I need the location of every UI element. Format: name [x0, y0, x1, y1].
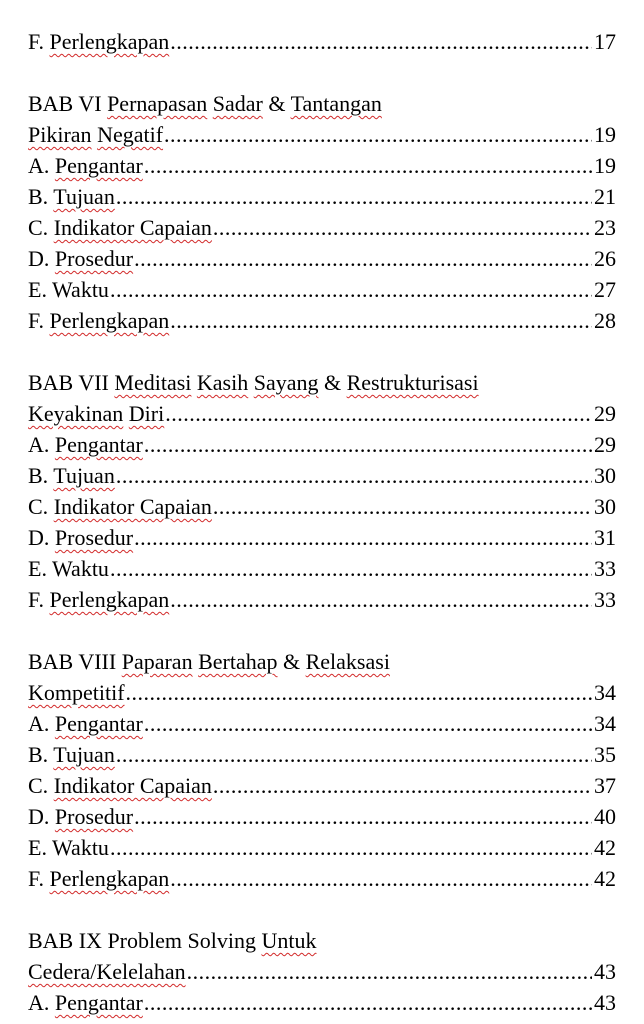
entry-label: Perlengkapan [49, 866, 170, 891]
title-part: BAB VII [28, 370, 115, 395]
entry-prefix: F. [28, 308, 50, 333]
title-part: Meditasi [114, 370, 192, 395]
dot-leader [213, 770, 592, 801]
entry-page-number: 31 [594, 525, 616, 550]
toc-entry [28, 26, 616, 57]
entry-label: Indikator Capaian [53, 494, 212, 519]
title-part: Kompetitif [28, 680, 125, 705]
dot-leader [144, 429, 592, 460]
title-part: Sadar [212, 91, 263, 116]
entry-prefix: B. [28, 463, 54, 488]
chapter-title-text [28, 677, 125, 708]
entry-label: Indikator Capaian [53, 773, 212, 798]
chapter-title-text [28, 119, 163, 150]
toc-entry [28, 987, 616, 1018]
entry-prefix: E. [28, 835, 53, 860]
entry-text [28, 243, 133, 274]
entry-prefix: A. [28, 990, 55, 1015]
entry-label: Perlengkapan [49, 29, 170, 54]
entry-label: Tujuan [53, 463, 115, 488]
dot-leader [144, 708, 592, 739]
entry-text [28, 212, 212, 243]
dot-leader [134, 243, 592, 274]
dot-leader [170, 584, 592, 615]
entry-label: Prosedur [54, 804, 134, 829]
entry-prefix: B. [28, 742, 54, 767]
entry-label: Prosedur [54, 246, 134, 271]
entry-page-number: 37 [594, 773, 616, 798]
title-part: Keyakinan [28, 401, 124, 426]
title-part: Restrukturisasi [346, 370, 479, 395]
title-part: Pikiran [28, 122, 92, 147]
title-part: Kasih [196, 370, 249, 395]
entry-prefix: F. [28, 866, 50, 891]
title-part: & [262, 91, 291, 116]
entry-text [28, 739, 115, 770]
entry-prefix: D. [28, 525, 55, 550]
entry-label: Prosedur [54, 525, 134, 550]
toc-entry [28, 739, 616, 770]
entry-prefix: C. [28, 773, 54, 798]
entry-text [28, 460, 115, 491]
title-part: Relaksasi [305, 649, 390, 674]
dot-leader [116, 460, 592, 491]
chapter-page-number: 19 [594, 122, 616, 147]
entry-page-number: 33 [594, 587, 616, 612]
entry-label: Tujuan [53, 742, 115, 767]
entry-label: Waktu [52, 835, 109, 860]
entry-text [28, 832, 109, 863]
toc-entry [28, 491, 616, 522]
entry-label: Indikator Capaian [53, 215, 212, 240]
entry-prefix: D. [28, 804, 55, 829]
chapter-title [28, 646, 616, 677]
chapter-title-continuation [28, 677, 616, 708]
dot-leader [134, 801, 592, 832]
toc-entry [28, 832, 616, 863]
toc-entry [28, 801, 616, 832]
chapter-page-number: 43 [594, 959, 616, 984]
toc-entry [28, 863, 616, 894]
entry-label: Pengantar [54, 153, 143, 178]
entry-page-number: 30 [594, 494, 616, 519]
title-part: Negatif [97, 122, 164, 147]
dot-leader [165, 398, 592, 429]
entry-text [28, 708, 143, 739]
entry-page-number: 40 [594, 804, 616, 829]
title-part: Paparan [121, 649, 193, 674]
entry-prefix: C. [28, 494, 54, 519]
entry-prefix: F. [28, 29, 50, 54]
section-spacer [28, 336, 616, 367]
entry-page-number: 17 [594, 29, 616, 54]
toc-entry [28, 553, 616, 584]
table-of-contents [28, 26, 616, 1018]
entry-prefix: A. [28, 153, 55, 178]
chapter-page-number: 34 [594, 680, 616, 705]
entry-prefix: E. [28, 556, 53, 581]
entry-text [28, 553, 109, 584]
entry-label: Perlengkapan [49, 308, 170, 333]
dot-leader [110, 832, 592, 863]
entry-label: Pengantar [54, 990, 143, 1015]
toc-entry [28, 243, 616, 274]
toc-entry [28, 212, 616, 243]
entry-text [28, 801, 133, 832]
section-spacer [28, 615, 616, 646]
title-part: Tantangan [290, 91, 382, 116]
dot-leader [110, 553, 592, 584]
title-part: Untuk [261, 928, 317, 953]
dot-leader [164, 119, 592, 150]
chapter-list [28, 57, 616, 1018]
entry-page-number: 35 [594, 742, 616, 767]
entry-label: Perlengkapan [49, 587, 170, 612]
title-part: BAB VIII [28, 649, 122, 674]
entry-label: Tujuan [53, 184, 115, 209]
entry-prefix: A. [28, 432, 55, 457]
toc-entry [28, 584, 616, 615]
entry-prefix: D. [28, 246, 55, 271]
entry-text [28, 429, 143, 460]
entry-prefix: C. [28, 215, 54, 240]
entry-page-number: 23 [594, 215, 616, 240]
dot-leader [170, 863, 592, 894]
chapter-title [28, 925, 616, 956]
entry-text [28, 770, 212, 801]
toc-entry [28, 460, 616, 491]
dot-leader [110, 274, 592, 305]
entry-text [28, 987, 143, 1018]
dot-leader [170, 305, 592, 336]
chapter-title-continuation [28, 398, 616, 429]
entry-text [28, 274, 109, 305]
entry-prefix: B. [28, 184, 54, 209]
entry-label: Waktu [52, 556, 109, 581]
entry-prefix: A. [28, 711, 55, 736]
dot-leader [116, 181, 592, 212]
toc-entry [28, 429, 616, 460]
entry-page-number: 42 [594, 835, 616, 860]
entry-text [28, 150, 143, 181]
entry-label: Waktu [52, 277, 109, 302]
dot-leader [126, 677, 592, 708]
entry-text [28, 305, 169, 336]
entry-page-number: 28 [594, 308, 616, 333]
chapter-title [28, 367, 616, 398]
entry-prefix: F. [28, 587, 50, 612]
chapter-page-number: 29 [594, 401, 616, 426]
entry-label: Pengantar [54, 711, 143, 736]
entry-text [28, 491, 212, 522]
dot-leader [144, 150, 592, 181]
dot-leader [170, 26, 592, 57]
title-part: BAB IX Problem Solving [28, 928, 262, 953]
entry-page-number: 43 [594, 990, 616, 1015]
entry-text [28, 863, 169, 894]
toc-entry [28, 522, 616, 553]
title-part: Pernapasan [107, 91, 208, 116]
dot-leader [213, 491, 592, 522]
entry-text [28, 522, 133, 553]
entry-text [28, 181, 115, 212]
chapter-title-text [28, 956, 186, 987]
toc-entry [28, 305, 616, 336]
entry-page-number: 34 [594, 711, 616, 736]
toc-entry [28, 708, 616, 739]
dot-leader [187, 956, 592, 987]
toc-entry [28, 150, 616, 181]
entry-page-number: 29 [594, 432, 616, 457]
entry-page-number: 27 [594, 277, 616, 302]
entry-page-number: 42 [594, 866, 616, 891]
title-part: Bertahap [198, 649, 278, 674]
toc-entry [28, 770, 616, 801]
entry-page-number: 26 [594, 246, 616, 271]
entry-label: Pengantar [54, 432, 143, 457]
entry-page-number: 19 [594, 153, 616, 178]
title-part: Sayang [253, 370, 319, 395]
entry-page-number: 33 [594, 556, 616, 581]
title-part: & [318, 370, 347, 395]
chapter-title-text [28, 398, 164, 429]
dot-leader [134, 522, 592, 553]
entry-page-number: 30 [594, 463, 616, 488]
chapter-title-continuation [28, 956, 616, 987]
section-spacer [28, 57, 616, 88]
entry-page-number: 21 [594, 184, 616, 209]
title-part: Cedera/Kelelahan [28, 959, 186, 984]
section-spacer [28, 894, 616, 925]
chapter-title-continuation [28, 119, 616, 150]
chapter-title [28, 88, 616, 119]
dot-leader [116, 739, 592, 770]
entry-prefix: E. [28, 277, 53, 302]
toc-entry [28, 274, 616, 305]
title-part: BAB VI [28, 91, 108, 116]
dot-leader [144, 987, 592, 1018]
title-part: & [277, 649, 306, 674]
dot-leader [213, 212, 592, 243]
entry-text [28, 584, 169, 615]
title-part: Diri [128, 401, 165, 426]
toc-entry [28, 181, 616, 212]
